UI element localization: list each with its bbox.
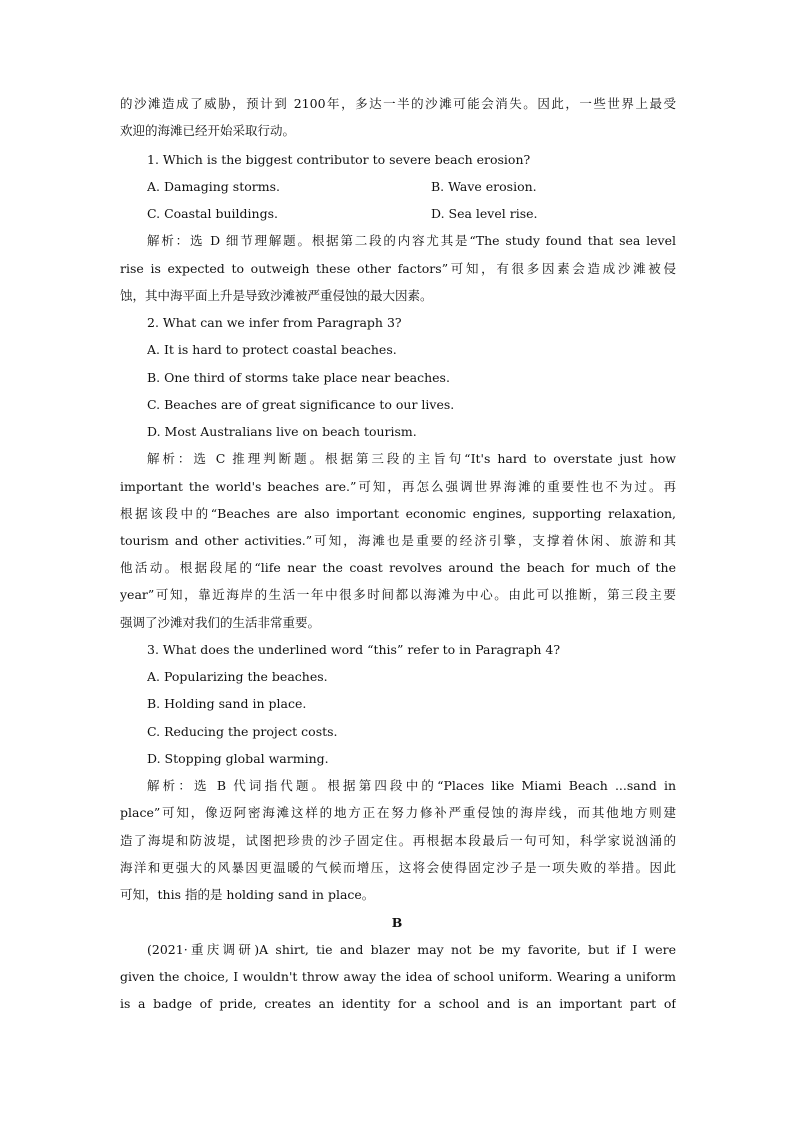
question-2-option-a: A. It is hard to protect coastal beaches. (147, 342, 397, 357)
question-2-analysis-line-1: 解析：选 C 推理判断题。根据第三段的主旨句“It's hard to overstate just how (147, 451, 676, 466)
question-1-option-a: A. Damaging storms. (147, 179, 280, 194)
intro-line-1: 的沙滩造成了威胁，预计到 2100年，多达一半的沙滩可能会消失。因此，一些世界上最受 (120, 96, 676, 111)
question-3-option-c: C. Reducing the project costs. (147, 724, 338, 739)
question-3-option-a: A. Popularizing the beaches. (147, 669, 328, 684)
question-1-analysis-line-1: 解析：选 D 细节理解题。根据第二段的内容尤其是“The study found that sea level (147, 233, 676, 248)
question-2-option-d: D. Most Australians live on beach tourism. (147, 424, 417, 439)
question-2-analysis-line-3: 根据该段中的“Beaches are also important economic engines, supporting relaxation, (120, 506, 676, 521)
question-3-option-b: B. Holding sand in place. (147, 696, 307, 711)
question-2-analysis-line-7: 强调了沙滩对我们的生活非常重要。 (120, 615, 321, 630)
question-3-option-d: D. Stopping global warming. (147, 751, 329, 766)
question-1-option-c: C. Coastal buildings. (147, 206, 278, 221)
question-3-analysis-line-5: 可知，this 指的是 holding sand in place。 (120, 887, 375, 902)
passage-b-line-3: is a badge of pride, creates an identity for a school and is an important part of (120, 996, 676, 1011)
question-2-analysis-line-4: tourism and other activities.”可知，海滩也是重要的经济引擎，支撑着休闲、旅游和其 (120, 533, 676, 548)
question-2-stem: 2. What can we infer from Paragraph 3? (147, 315, 402, 330)
question-2-analysis-line-6: year”可知，靠近海岸的生活一年中很多时间都以海滩为中心。由此可以推断，第三段主要 (120, 587, 676, 602)
question-2-analysis-line-2: important the world's beaches are.”可知，再怎么强调世界海滩的重要性也不为过。再 (120, 479, 676, 494)
intro-line-2: 欢迎的海滩已经开始采取行动。 (120, 123, 296, 138)
question-1-stem: 1. Which is the biggest contributor to severe beach erosion? (147, 152, 531, 167)
question-3-analysis-line-1: 解析：选 B 代词指代题。根据第四段中的“Places like Miami Beach ...sand in (147, 778, 676, 793)
question-1-analysis-line-2: rise is expected to outweigh these other factors”可知，有很多因素会造成沙滩被侵 (120, 261, 676, 276)
question-2-option-c: C. Beaches are of great significance to our lives. (147, 397, 455, 412)
question-1-option-b: B. Wave erosion. (431, 179, 537, 194)
question-3-analysis-line-3: 造了海堤和防波堤，试图把珍贵的沙子固定住。再根据本段最后一句可知，科学家说汹涌的 (120, 833, 676, 848)
question-1-analysis-line-3: 蚀，其中海平面上升是导致沙滩被严重侵蚀的最大因素。 (120, 288, 433, 303)
question-3-analysis-line-2: place”可知，像迈阿密海滩这样的地方正在努力修补严重侵蚀的海岸线，而其他地方则建 (120, 805, 676, 820)
question-3-stem: 3. What does the underlined word “this” refer to in Paragraph 4? (147, 642, 561, 657)
question-2-option-b: B. One third of storms take place near beaches. (147, 370, 450, 385)
passage-b-line-1: (2021·重庆调研)A shirt, tie and blazer may not be my favorite, but if I were (147, 942, 676, 957)
question-1-option-d: D. Sea level rise. (431, 206, 538, 221)
passage-b-line-2: given the choice, I wouldn't throw away the idea of school uniform. Wearing a uniform (120, 969, 676, 984)
question-2-analysis-line-5: 他活动。根据段尾的“life near the coast revolves around the beach for much of the (120, 560, 676, 575)
question-3-analysis-line-4: 海洋和更强大的风暴因更温暖的气候而增压，这将会使得固定沙子是一项失败的举措。因此 (120, 860, 676, 875)
section-heading-b: B (391, 915, 403, 930)
